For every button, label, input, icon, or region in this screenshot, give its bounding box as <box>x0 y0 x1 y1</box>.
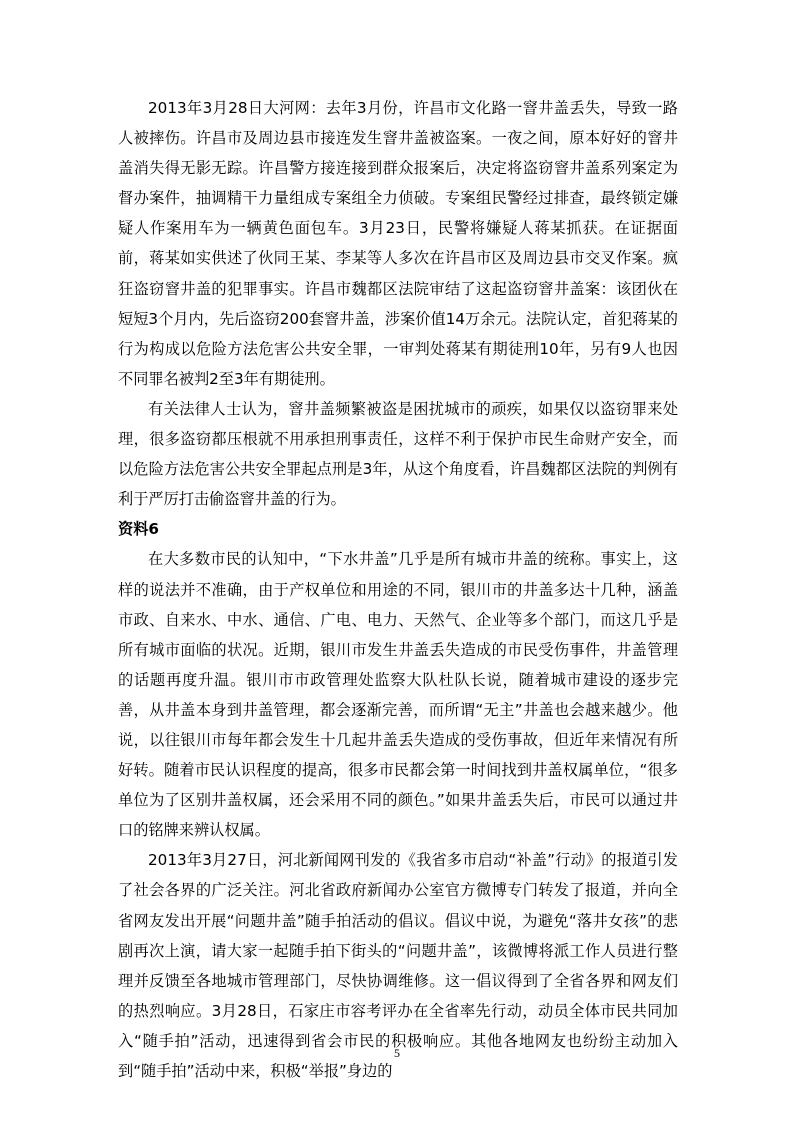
paragraph-legal-opinion: 有关法律人士认为，窨井盖频繁被盗是困扰城市的顽疾，如果仅以盗窃罪来处理，很多盗窃都压根就不用承担刑事责任，这样不利于保护市民生命财产安全，而以危险方法危害公共安全罪起点刑是3年，从这个角度看，许昌魏都区法院的判例有利于严厉打击偷盗窨井盖的行为。 <box>118 399 678 509</box>
paragraph-xuchang-case: 2013年3月28日大河网：去年3月份，许昌市文化路一窨井盖丢失，导致一路人被摔伤。许昌市及周边县市接连发生窨井盖被盗案。一夜之间，原本好好的窨井盖消失得无影无踪。许昌警方接连接到群众报案后，决定将盗窃窨井盖系列案定为督办案件，抽调精干力量组成专案组全力侦破。专案组民警经过排查，最终锁定嫌疑人作案用车为一辆黄色面包车。3月23日，民警将嫌疑人蒋某抓获。在证据面前，蒋某如实供述了伙同王某、李某等人多次在许昌市区及周边县市交叉作案。疯狂盗窃窨井盖的犯罪事实。许昌市魏都区法院审结了这起盗窃窨井盖案：该团伙在短短3个月内，先后盗窃200套窨井盖，涉案价值14万余元。法院认定，首犯蒋某的行为构成以危险方法危害公共安全罪，一审判处蒋某有期徒刑10年，另有9人也因不同罪名被判2至3年有期徒刑。 <box>118 99 678 388</box>
paragraph-yinchuan-manhole: 在大多数市民的认知中，“下水井盖”几乎是所有城市井盖的统称。事实上，这样的说法并不准确，由于产权单位和用途的不同，银川市的井盖多达十几种，涵盖市政、自来水、中水、通信、广电、电力、天然气、企业等多个部门，而这几乎是所有城市面临的状况。近期，银川市发生井盖丢失造成的市民受伤事件，井盖管理的话题再度升温。银川市市政管理处监察大队杜队长说，随着城市建设的逐步完善，从井盖本身到井盖管理，都会逐渐完善，而所谓“无主”井盖也会越来越少。他说，以往银川市每年都会发生十几起井盖丢失造成的受伤事故，但近年来情况有所好转。随着市民认识程度的提高，很多市民都会第一时间找到井盖权属单位，“很多单位为了区别井盖权属，还会采用不同的颜色。”如果井盖丢失后，市民可以通过井口的铭牌来辨认权属。 <box>118 550 678 840</box>
section-heading-material-6: 资料6 <box>118 520 159 539</box>
paragraph-hebei-campaign: 2013年3月27日，河北新闻网刊发的《我省多市启动“补盖”行动》的报道引发了社会各界的广泛关注。河北省政府新闻办公室官方微博专门转发了报道，并向全省网友发出开展“问题井盖”随手拍活动的倡议。倡议中说，为避免“落井女孩”的悲剧再次上演，请大家一起随手拍下街头的“问题井盖”，该微博将派工作人员进行整理并反馈至各地城市管理部门，尽快协调维修。这一倡议得到了全省各界和网友们的热烈响应。3月28日，石家庄市容考评办在全省率先行动，动员全体市民共同加入“随手拍”活动，迅速得到省会市民的积极响应。其他各地网友也纷纷主动加入到“随手拍”活动中来，积极“举报”身边的 <box>118 851 678 1080</box>
page-number: 5 <box>394 1046 400 1060</box>
document-body <box>118 93 678 1086</box>
